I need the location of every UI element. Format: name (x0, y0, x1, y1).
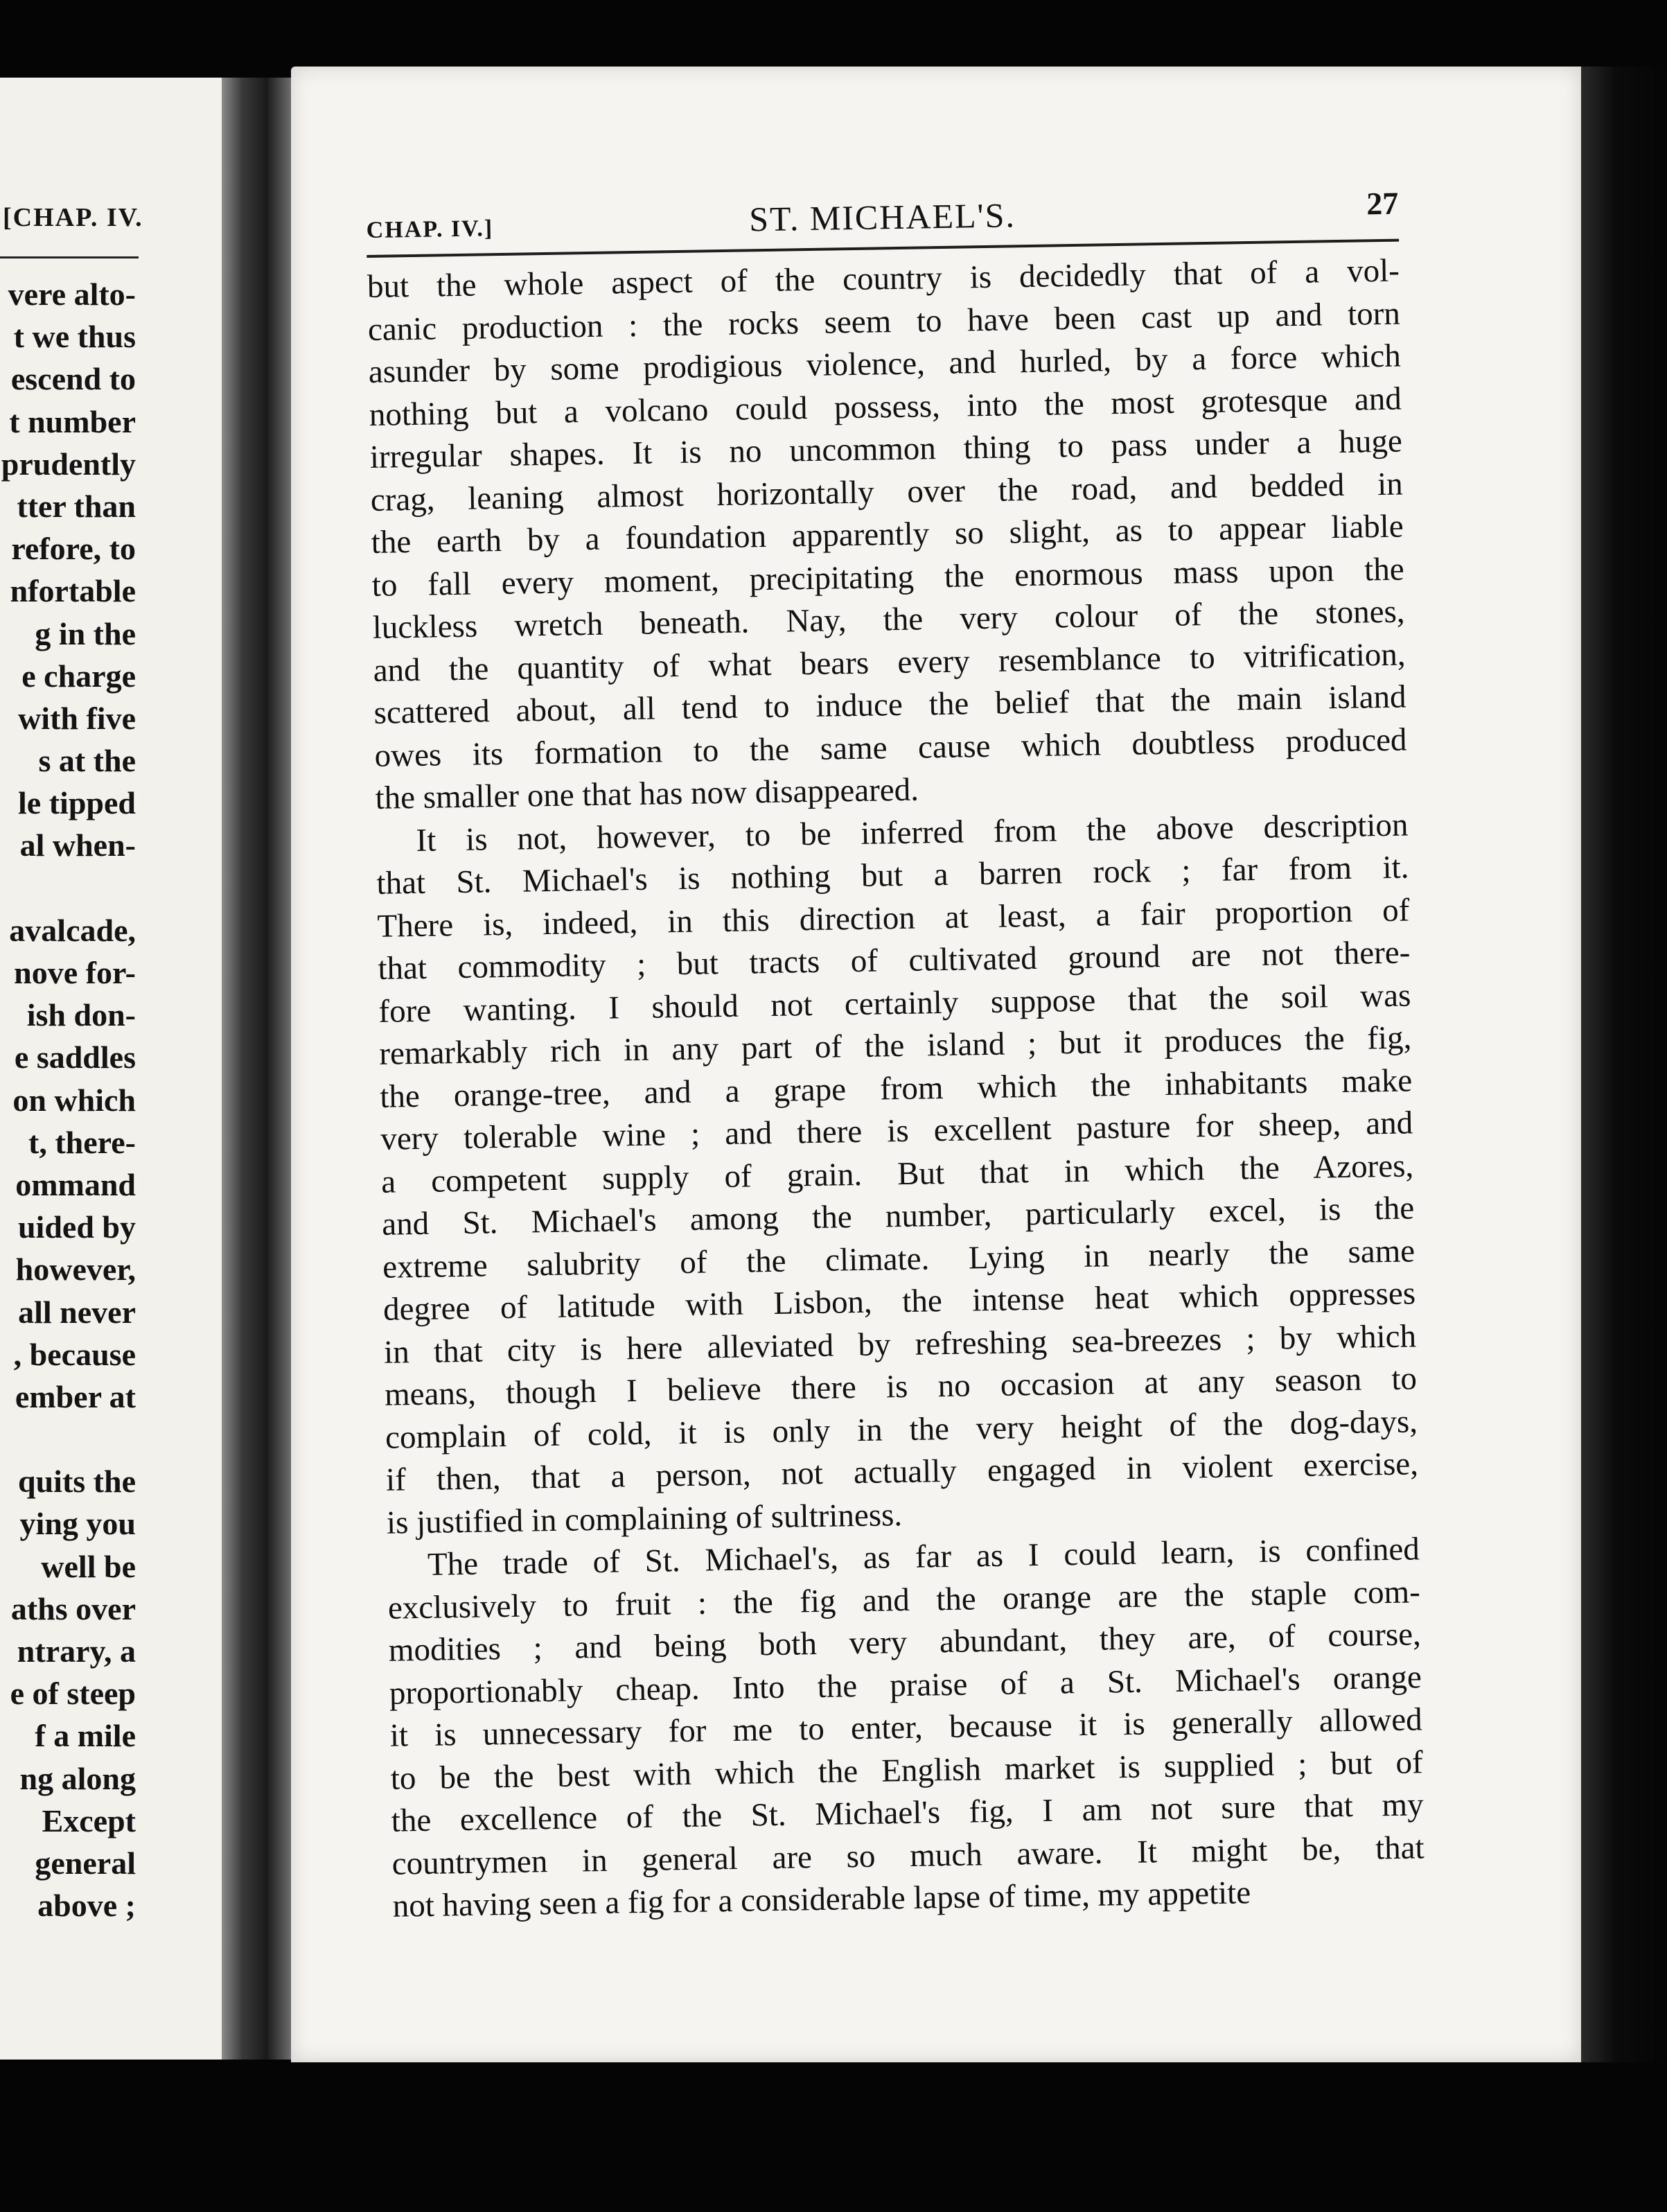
text-line: exclusively to fruit : the fig and the orange are the staple com- (387, 1573, 1421, 1626)
text-line: remarkably rich in any part of the island ; but it produces the fig, (378, 1019, 1412, 1072)
text-line: canic production : the rocks seem to have been cast up and torn (367, 295, 1401, 348)
text-line: countrymen in general are so much aware. It might be, that (391, 1829, 1425, 1882)
text-line: It is not, however, to be inferred from the above description (416, 806, 1409, 859)
text-line: fore wanting. I should not certainly suppose that the soil was (378, 976, 1411, 1030)
text-line: owes its formation to the same cause which doubtless produced (374, 721, 1407, 774)
left-page-line: ntrary, a (17, 1633, 136, 1669)
paragraph (376, 804, 1419, 1545)
text-line: but the whole aspect of the country is decidedly that of a vol- (367, 252, 1400, 305)
text-line: The trade of St. Michael's, as far as I could learn, is confined (427, 1531, 1420, 1583)
text-line: There is, indeed, in this direction at least, a fair proportion of (377, 891, 1410, 945)
text-line: in that city is here alleviated by refreshing sea-breezes ; by which (383, 1317, 1417, 1371)
left-page-line: all never (18, 1294, 136, 1330)
left-running-head: [CHAP. IV. (3, 203, 143, 232)
text-line: the earth by a foundation apparently so slight, as to appear liable (371, 508, 1404, 561)
left-page-line: uided by (17, 1209, 136, 1245)
page-title: ST. MICHAEL'S. (748, 195, 1016, 239)
left-page-line: general (35, 1845, 136, 1881)
body-text (367, 250, 1425, 1929)
right-page (291, 67, 1581, 2062)
text-line: not having seen a fig for a considerable lapse of time, my appetite (392, 1875, 1251, 1924)
text-line: luckless wretch beneath. Nay, the very colour of the stones, (372, 593, 1405, 646)
text-line: the excellence of the St. Michael's fig, I am not sure that my (391, 1787, 1425, 1839)
scan-right-edge (1581, 67, 1667, 2062)
text-line: and the quantity of what bears every resemblance to vitrification, (373, 636, 1406, 689)
text-line: it is unnecessary for me to enter, because it is generally allowed (389, 1701, 1423, 1754)
left-page-line: on which (12, 1082, 136, 1118)
left-page-line: ng along (19, 1760, 136, 1796)
text-line: the orange-tree, and a grape from which the inhabitants make (379, 1062, 1413, 1115)
left-page-line: however, (15, 1252, 136, 1288)
text-line: scattered about, all tend to induce the belief that the main island (373, 678, 1406, 731)
text-line: to fall every moment, precipitating the enormous mass upon the (371, 551, 1404, 604)
left-head-rule (0, 256, 139, 258)
left-page-line: aths over (10, 1590, 136, 1626)
left-page-line: nove for- (14, 955, 136, 990)
left-page-line: e of steep (10, 1676, 136, 1712)
text-line: to be the best with which the English market is supplied ; but of (390, 1744, 1424, 1797)
left-page-line: t we thus (13, 319, 136, 355)
text-line: nothing but a volcano could possess, into the most grotesque and (369, 380, 1402, 433)
left-page-line: f a mile (35, 1718, 136, 1754)
left-page-line: , because (13, 1336, 136, 1372)
left-page-line: g in the (35, 615, 136, 651)
left-page-line: t number (9, 403, 136, 439)
left-page-line: well be (41, 1548, 136, 1584)
text-line: the smaller one that has now disappeared. (375, 771, 919, 816)
left-page-line: e saddles (14, 1039, 136, 1076)
text-line: if then, that a person, not actually engaged in violent exercise, (385, 1446, 1419, 1498)
running-head (366, 182, 1399, 249)
left-page-line: ying you (19, 1506, 136, 1542)
left-page-line: vere alto- (8, 276, 136, 312)
left-page-line: nfortable (10, 573, 136, 609)
left-page-line: quits the (18, 1464, 136, 1500)
text-line: asunder by some prodigious violence, and hurled, by a force which (368, 337, 1402, 390)
left-page-line: al when- (19, 827, 136, 863)
text-line: modities ; and being both very abundant, they are, of course, (388, 1616, 1422, 1669)
text-line: means, though I believe there is no occasion at any season to (384, 1360, 1418, 1413)
chapter-label: CHAP. IV.] (366, 216, 494, 243)
left-page-line: Except (42, 1802, 136, 1838)
left-page-line (0, 1418, 136, 1460)
left-page-line: prudently (1, 446, 136, 482)
left-page-fragment (0, 78, 231, 2060)
left-page-line: tter than (17, 488, 136, 524)
text-line: degree of latitude with Lisbon, the intense heat which oppresses (382, 1275, 1416, 1328)
text-line: extreme salubrity of the climate. Lying in nearly the same (382, 1232, 1415, 1285)
left-page-line: ish don- (26, 997, 136, 1033)
left-page-text (0, 273, 136, 1926)
page-content (366, 182, 1425, 1929)
left-page-line (0, 867, 136, 909)
left-page-line: s at the (38, 743, 136, 779)
page-number: 27 (1366, 185, 1399, 222)
left-page-line: t, there- (28, 1124, 136, 1160)
text-line: and St. Michael's among the number, particularly excel, is the (381, 1190, 1415, 1243)
text-line: irregular shapes. It is no uncommon thing to pass under a huge (369, 423, 1403, 475)
left-page-line: e charge (21, 658, 136, 694)
left-page-line: escend to (10, 361, 136, 397)
left-page-line: with five (18, 700, 136, 736)
text-line: that commodity ; but tracts of cultivated ground are not there- (378, 934, 1411, 987)
text-line: is justified in complaining of sultriness. (386, 1496, 903, 1541)
left-page-line: ember at (15, 1378, 136, 1414)
text-line: very tolerable wine ; and there is excellent pasture for sheep, and (380, 1105, 1413, 1157)
paragraph (367, 250, 1408, 820)
left-page-line: ommand (15, 1166, 136, 1202)
text-line: complain of cold, it is only in the very height of the dog-days, (385, 1403, 1418, 1456)
left-page-line: refore, to (11, 531, 136, 567)
left-page-line: le tipped (18, 785, 136, 821)
text-line: crag, leaning almost horizontally over the road, and bedded in (370, 466, 1404, 518)
paragraph (387, 1528, 1426, 1928)
text-line: proportionably cheap. Into the praise of a St. Michael's orange (389, 1658, 1422, 1712)
left-page-line: avalcade, (9, 912, 136, 948)
text-line: that St. Michael's is nothing but a barren rock ; far from it. (376, 849, 1409, 902)
text-line: a competent supply of grain. But that in which the Azores, (380, 1147, 1414, 1200)
left-page-line: above ; (37, 1888, 136, 1924)
